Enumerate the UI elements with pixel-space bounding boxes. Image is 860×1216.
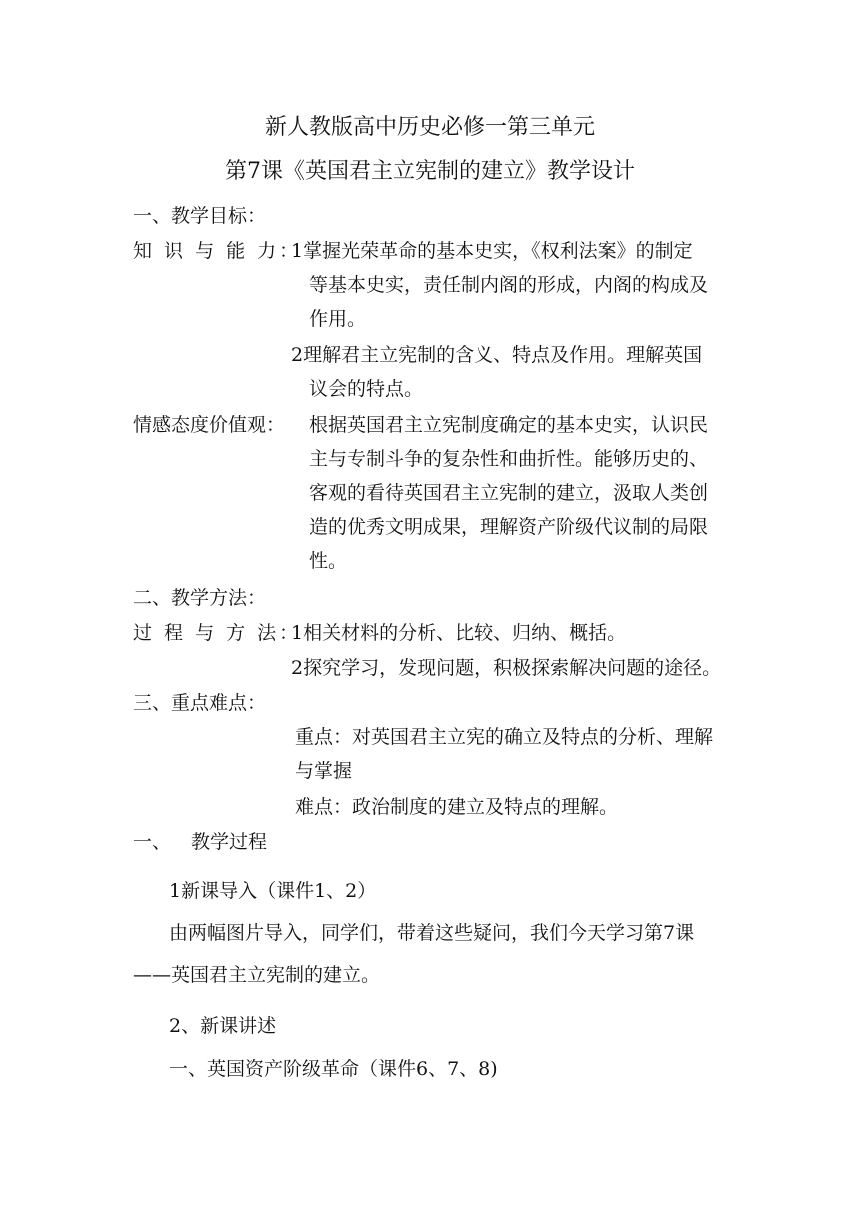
intro-text-line2: ——英国君主立宪制的建立。 (133, 964, 381, 986)
emotion-line3: 客观的看待英国君主立宪制的建立，汲取人类创 (309, 482, 709, 504)
objectives-heading: 一、教学目标： (133, 205, 267, 227)
new-lesson-heading: 2、新课讲述 (169, 1015, 277, 1037)
intro-heading: 1新课导入（课件1、2） (169, 880, 377, 902)
process-heading-number: 一、 (133, 831, 172, 853)
knowledge-item1-line3: 作用。 (309, 308, 367, 330)
knowledge-item1-line1: 1掌握光荣革命的基本史实，《权利法案》的制定 (291, 240, 693, 262)
methods-item1: 1相关材料的分析、比较、归纳、概括。 (291, 622, 627, 644)
knowledge-item2-line1: 2理解君主立宪制的含义、特点及作用。理解英国 (291, 344, 703, 366)
methods-heading: 二、教学方法： (133, 587, 267, 609)
emotion-line4: 造的优秀文明成果，理解资产阶级代议制的局限 (309, 516, 709, 538)
difficult-point: 难点：政治制度的建立及特点的理解。 (295, 796, 619, 818)
intro-text-line1: 由两幅图片导入，同学们，带着这些疑问，我们今天学习第7课 (169, 922, 695, 944)
emotion-line1: 根据英国君主立宪制度确定的基本史实，认识民 (309, 414, 709, 436)
knowledge-item2-line2: 议会的特点。 (309, 378, 424, 400)
key-point-line1: 重点：对英国君主立宪的确立及特点的分析、理解 (295, 726, 714, 748)
knowledge-item1-line2: 等基本史实，责任制内阁的形成，内阁的构成及 (309, 274, 709, 296)
key-point-line2: 与掌握 (295, 760, 353, 782)
process-heading: 教学过程 (191, 831, 268, 853)
keypoints-heading: 三、重点难点： (133, 692, 267, 714)
emotion-line5: 性。 (309, 550, 348, 572)
process-label: 过 程 与 方 法： (133, 622, 302, 644)
methods-item2: 2探究学习，发现问题，积极探索解决问题的途径。 (291, 657, 722, 679)
knowledge-label: 知 识 与 能 力： (133, 240, 302, 262)
section1-heading: 一、英国资产阶级革命（课件6、7、8) (169, 1058, 498, 1080)
title-line-1: 新人教版高中历史必修一第三单元 (264, 115, 595, 140)
title-line-2: 第7课《英国君主立宪制的建立》教学设计 (225, 159, 635, 184)
emotion-label: 情感态度价值观： (133, 414, 286, 436)
emotion-line2: 主与专制斗争的复杂性和曲折性。能够历史的、 (309, 448, 709, 470)
